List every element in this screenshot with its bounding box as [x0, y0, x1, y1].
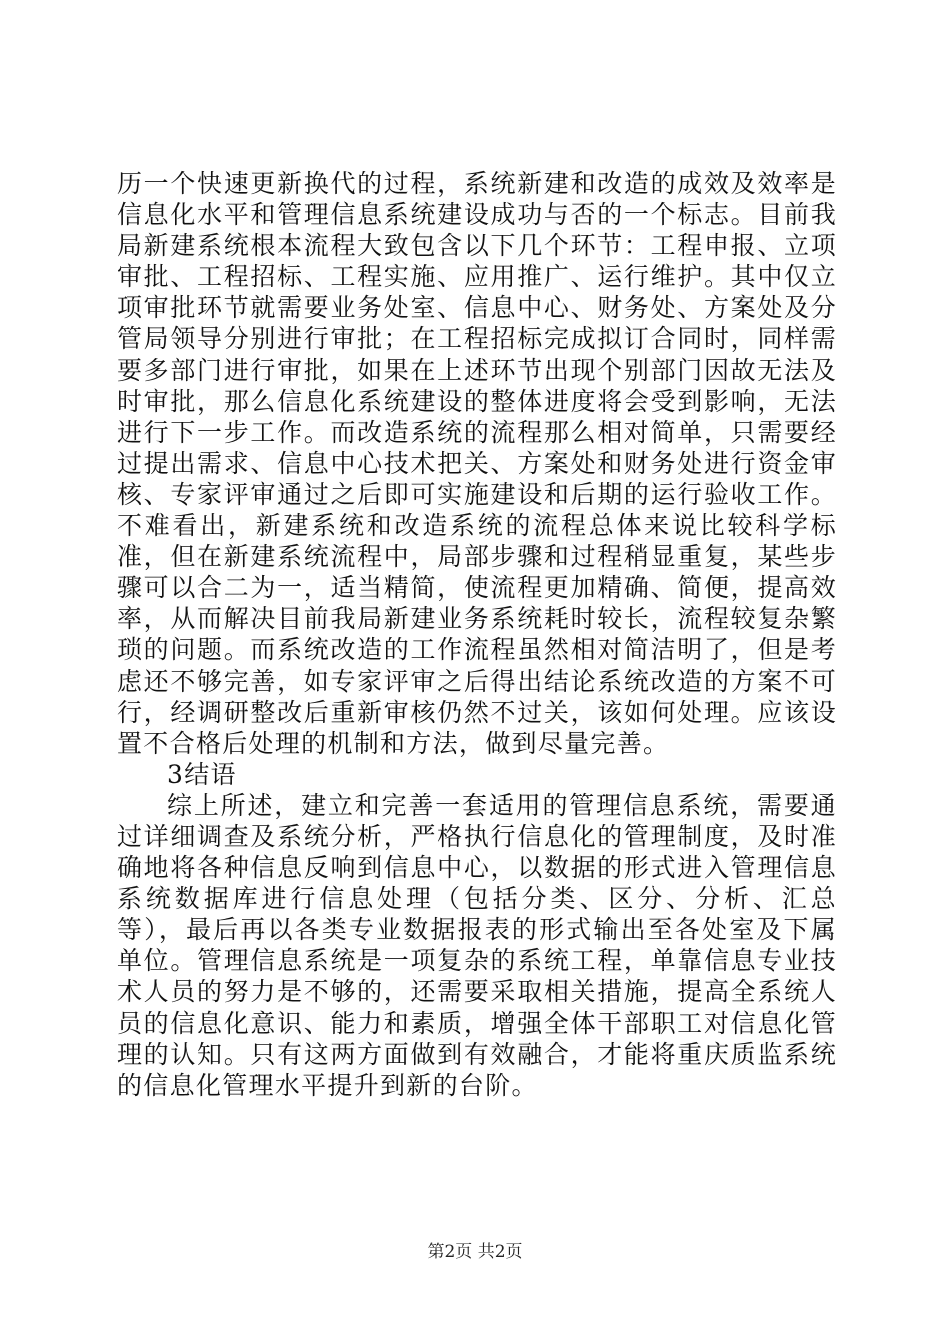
paragraph-continuation: 历一个快速更新换代的过程，系统新建和改造的成效及效率是信息化水平和管理信息系统建设成功与否的一个标志。目前我局新建系统根本流程大致包含以下几个环节：工程申报、立项审批、工程招标、工程实施、应用推广、运行维护。其中仅立项审批环节就需要业务处室、信息中心、财务处、方案处及分管局领导分别进行审批；在工程招标完成拟订合同时，同样需要多部门进行审批，如果在上述环节出现个别部门因故无法及时审批，那么信息化系统建设的整体进度将会受到影响，无法进行下一步工作。而改造系统的流程那么相对简单，只需要经过提出需求、信息中心技术把关、方案处和财务处进行资金审核、专家评审通过之后即可实施建设和后期的运行验收工作。不难看出，新建系统和改造系统的流程总体来说比较科学标准，但在新建系统流程中，局部步骤和过程稍显重复，某些步骤可以合二为一，适当精简，使流程更加精确、简便，提高效率，从而解决目前我局新建业务系统耗时较长，流程较复杂繁琐的问题。而系统改造的工作流程虽然相对简洁明了，但是考虑还不够完善，如专家评审之后得出结论系统改造的方案不可行，经调研整改后重新审核仍然不过关，该如何处理。应该设置不合格后处理的机制和方法，做到尽量完善。	[117, 169, 837, 758]
section-heading-conclusion: 3结语	[167, 759, 237, 789]
document-body	[117, 168, 837, 1101]
page-number-footer: 第2页 共2页	[427, 1242, 523, 1262]
paragraph-conclusion: 综上所述，建立和完善一套适用的管理信息系统，需要通过详细调查及系统分析，严格执行信息化的管理制度，及时准确地将各种信息反响到信息中心，以数据的形式进入管理信息系统数据库进行信息处理（包括分类、区分、分析、汇总等），最后再以各类专业数据报表的形式输出至各处室及下属单位。管理信息系统是一项复杂的系统工程，单靠信息专业技术人员的努力是不够的，还需要采取相关措施，提高全系统人员的信息化意识、能力和素质，增强全体干部职工对信息化管理的认知。只有这两方面做到有效融合，才能将重庆质监系统的信息化管理水平提升到新的台阶。	[117, 790, 837, 1100]
